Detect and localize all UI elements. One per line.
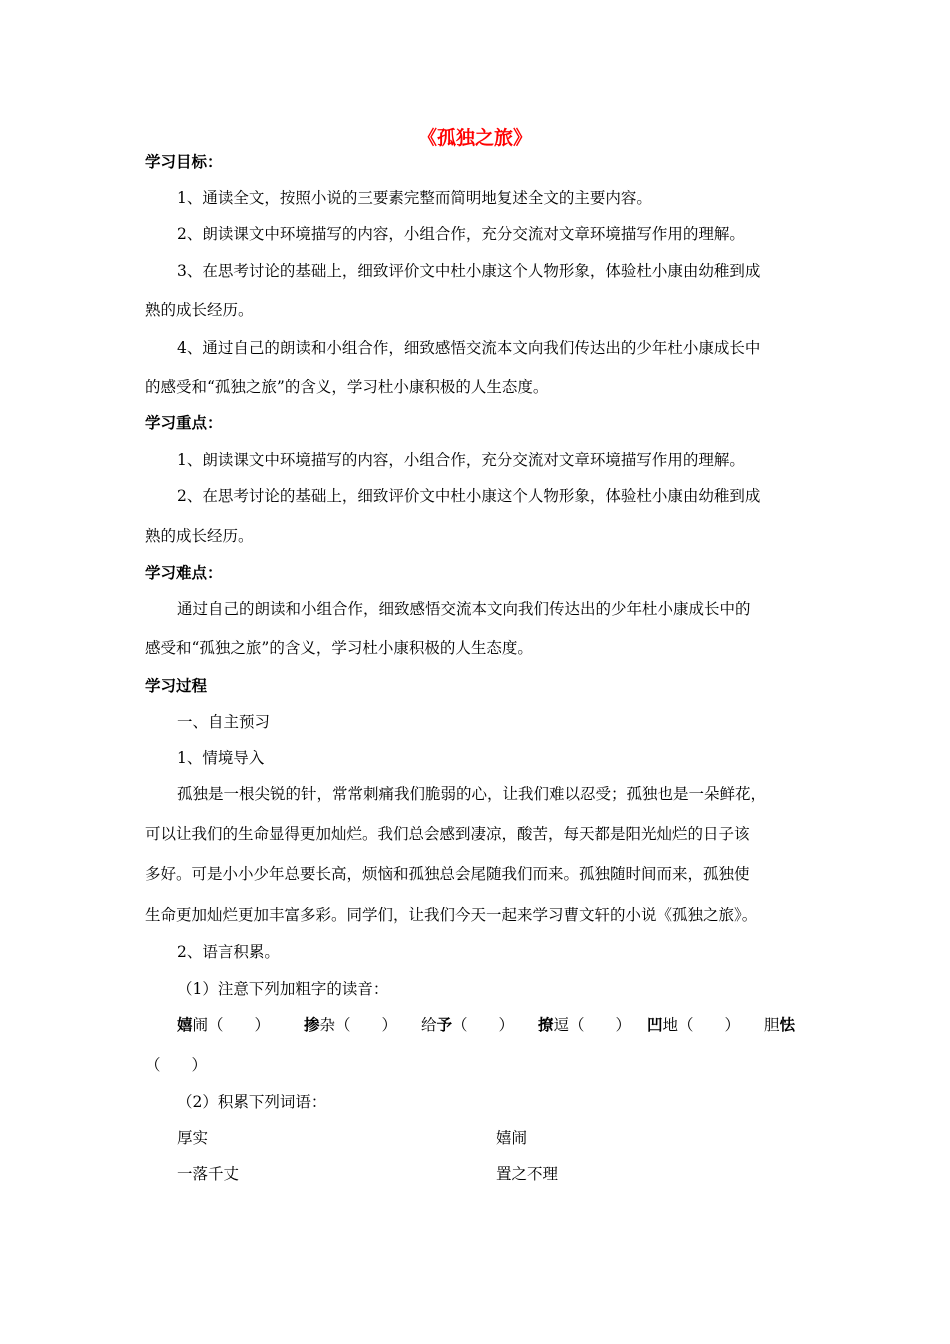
vocab-word-2: 嬉闹 bbox=[496, 1129, 528, 1147]
key-line-1: 1、朗读课文中环境描写的内容，小组合作，充分交流对文章环境描写作用的理解。 bbox=[177, 451, 745, 469]
pinyin-wrap-blank: （ ） bbox=[145, 1056, 208, 1074]
difficulty-line-2: 感受和“孤独之旅”的含义，学习杜小康积极的人生态度。 bbox=[145, 639, 533, 657]
intro-line-3: 多好。可是小小少年总要长高，烦恼和孤独总会尾随我们而来。孤独随时间而来，孤独使 bbox=[145, 865, 750, 883]
process-item-2: 2、语言积累。 bbox=[177, 943, 280, 961]
key-heading: 学习重点： bbox=[145, 413, 223, 432]
intro-line-2: 可以让我们的生命显得更加灿烂。我们总会感到凄凉，酸苦，每天都是阳光灿烂的日子该 bbox=[145, 825, 750, 843]
key-line-2-cont: 熟的成长经历。 bbox=[145, 527, 254, 545]
vocab-word-3: 一落千丈 bbox=[177, 1165, 240, 1183]
intro-line-4: 生命更加灿烂更加丰富多彩。同学们，让我们今天一起来学习曹文轩的小说《孤独之旅》。 bbox=[145, 906, 758, 924]
pinyin-word-6: 胆怯 bbox=[764, 1015, 796, 1034]
process-part-1: 一、自主预习 bbox=[177, 713, 271, 731]
goal-line-4: 4、通过自己的朗读和小组合作，细致感悟交流本文向我们传达出的少年杜小康成长中 bbox=[177, 339, 761, 357]
pinyin-word-row bbox=[177, 1013, 817, 1037]
goal-line-2: 2、朗读课文中环境描写的内容，小组合作，充分交流对文章环境描写作用的理解。 bbox=[177, 225, 745, 243]
intro-line-1: 孤独是一根尖锐的针，常常刺痛我们脆弱的心，让我们难以忍受；孤独也是一朵鲜花， bbox=[177, 785, 767, 803]
goal-line-1: 1、通读全文，按照小说的三要素完整而简明地复述全文的主要内容。 bbox=[177, 189, 652, 207]
pinyin-word-4: 撩逗（ ） bbox=[538, 1015, 632, 1034]
process-heading: 学习过程 bbox=[145, 676, 208, 695]
goal-line-4-cont: 的感受和“孤独之旅”的含义，学习杜小康积极的人生态度。 bbox=[145, 378, 549, 396]
pinyin-word-5: 凹地（ ） bbox=[647, 1015, 741, 1034]
difficulty-line-1: 通过自己的朗读和小组合作，细致感悟交流本文向我们传达出的少年杜小康成长中的 bbox=[177, 600, 751, 618]
key-line-2: 2、在思考讨论的基础上，细致评价文中杜小康这个人物形象，体验杜小康由幼稚到成 bbox=[177, 487, 761, 505]
pinyin-word-1: 嬉闹（ ） bbox=[177, 1015, 271, 1034]
goal-line-3-cont: 熟的成长经历。 bbox=[145, 301, 254, 319]
vocab-word-4: 置之不理 bbox=[496, 1165, 559, 1183]
pinyin-instruction: （1）注意下列加粗字的读音： bbox=[177, 980, 389, 998]
difficulty-heading: 学习难点： bbox=[145, 563, 223, 582]
vocab-word-1: 厚实 bbox=[177, 1129, 209, 1147]
goals-heading: 学习目标： bbox=[145, 152, 223, 171]
pinyin-word-3: 给予（ ） bbox=[421, 1015, 515, 1034]
goal-line-3: 3、在思考讨论的基础上，细致评价文中杜小康这个人物形象，体验杜小康由幼稚到成 bbox=[177, 262, 761, 280]
document-title: 《孤独之旅》 bbox=[417, 127, 532, 149]
vocab-instruction: （2）积累下列词语： bbox=[177, 1093, 327, 1111]
pinyin-word-2: 掺杂（ ） bbox=[304, 1015, 398, 1034]
process-item-1: 1、情境导入 bbox=[177, 749, 265, 767]
